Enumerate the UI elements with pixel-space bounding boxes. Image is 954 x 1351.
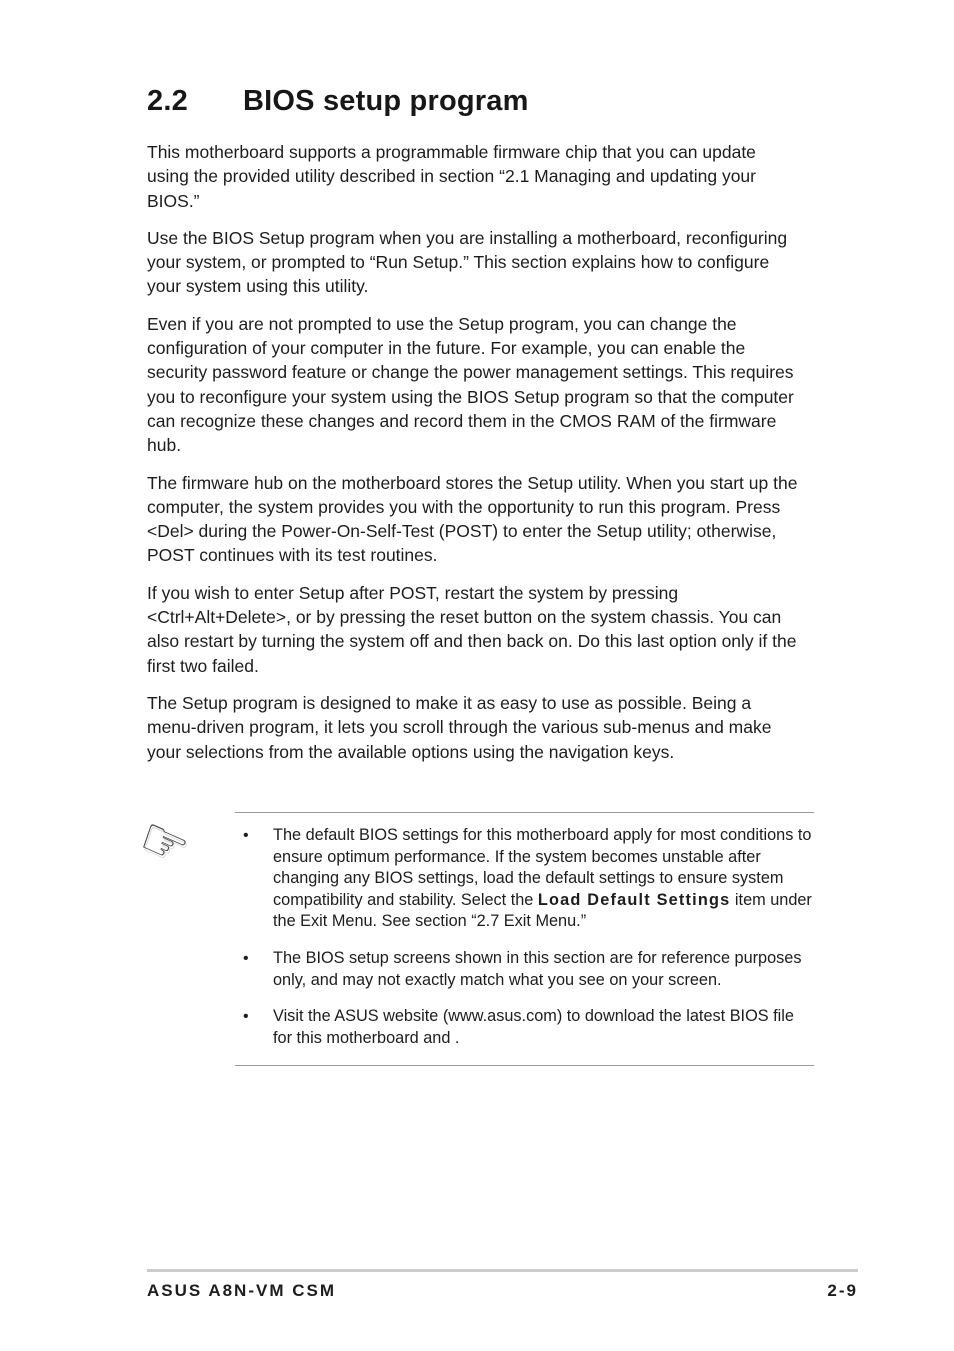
note-content xyxy=(235,812,814,1066)
pointing-hand-icon: ☞ xyxy=(129,805,199,881)
note-item-1-bold: Load Default Settings xyxy=(537,890,731,909)
bullet-icon: • xyxy=(243,1008,249,1026)
note-item-2 xyxy=(235,948,814,991)
section-heading xyxy=(147,84,813,118)
note-list xyxy=(235,825,814,1049)
bullet-icon: • xyxy=(243,949,249,967)
paragraph-1: This motherboard supports a programmable firmware chip that you can update using the provided utility described in section “2.1 Managing and updating your BIOS.” xyxy=(147,142,756,211)
note-icon-column xyxy=(129,805,235,881)
paragraph-5: If you wish to enter Setup after POST, restart the system by pressing <Ctrl+Alt+Delete>, or by pressing the reset button on the system chassis. You can also restart by turning the system off and then back on. Do this last option only if the first two failed. xyxy=(147,582,797,676)
footer-divider xyxy=(147,1269,858,1272)
note-block xyxy=(129,805,814,1066)
note-item-1-text: The default BIOS settings for this motherboard apply for most conditions to ensure optimum performance. If the system becomes unstable after changing any BIOS settings, load the default settings to ensure system compatibility and stability. Select the xyxy=(273,826,812,909)
note-item-2-text: The BIOS setup screens shown in this section are for reference purposes only, and may not exactly match what you see on your screen. xyxy=(273,948,802,989)
footer-page-number: 2-9 xyxy=(827,1281,858,1300)
section-number: 2.2 xyxy=(147,85,188,117)
bullet-icon: • xyxy=(243,827,249,844)
page-body xyxy=(147,84,813,777)
note-item-3 xyxy=(235,1006,814,1049)
footer-model-name: ASUS A8N-VM CSM xyxy=(147,1281,336,1300)
note-item-3-text: Visit the ASUS website (www.asus.com) to download the latest BIOS file for this motherboard and . xyxy=(273,1007,794,1047)
note-item-1 xyxy=(235,825,814,933)
paragraph-6: The Setup program is designed to make it as easy to use as possible. Being a menu-driven program, it lets you scroll through the various sub-menus and make your selections from the available options using the navigation keys. xyxy=(147,692,772,762)
paragraph-4: The firmware hub on the motherboard stores the Setup utility. When you start up the computer, the system provides you with the opportunity to run this program. Press <Del> during the Power-On-Self-Test (POST) to enter the Setup utility; otherwise, POST continues with its test routines. xyxy=(147,472,798,566)
paragraph-3: Even if you are not prompted to use the Setup program, you can change the configuration of your computer in the future. For example, you can enable the security password feature or change the power management settings. This requires you to reconfigure your system using the BIOS Setup program so that the computer can recognize these changes and record them in the CMOS RAM of the firmware hub. xyxy=(147,313,794,456)
section-title: BIOS setup program xyxy=(243,85,529,117)
page-footer xyxy=(147,1281,858,1301)
paragraph-2: Use the BIOS Setup program when you are installing a motherboard, reconfiguring your system, or prompted to “Run Setup.” This section explains how to configure your system using this utility. xyxy=(147,227,788,297)
note-item-1-text-end: item under the Exit Menu. See section “2.7 Exit Menu.” xyxy=(273,890,812,931)
